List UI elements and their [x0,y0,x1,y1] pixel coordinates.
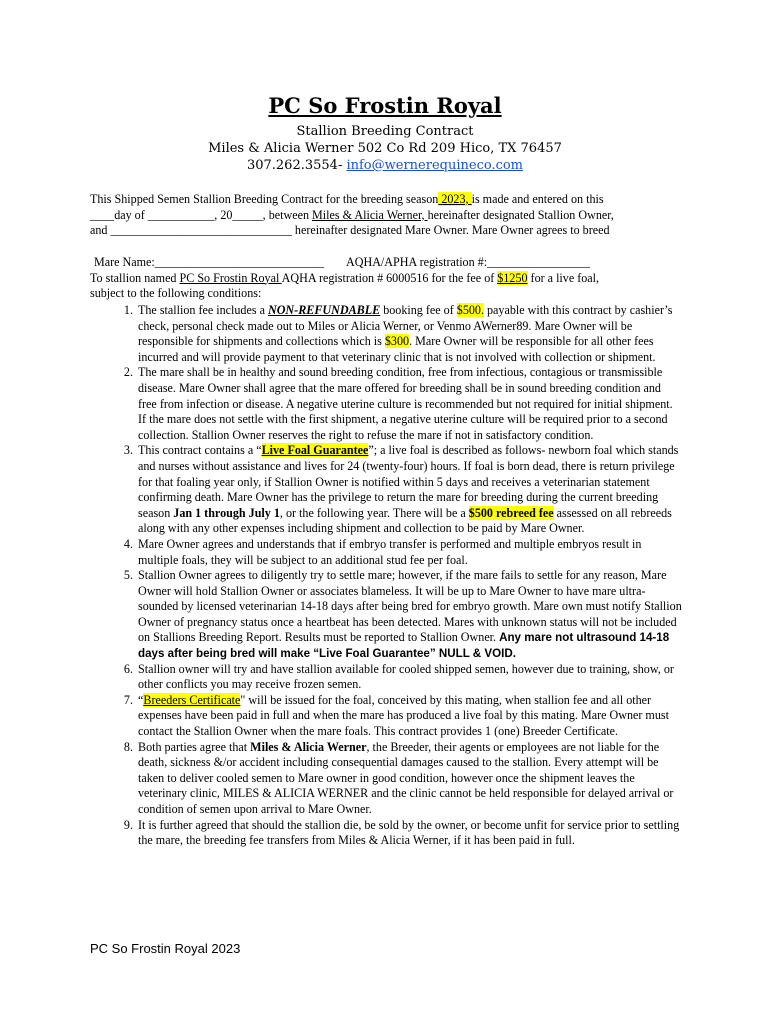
condition-item: 3. This contract contains a “Live Foal Guarantee”; a live foal is described as follows- newborn foal which stands and nurses without assistance and lives for 24 (twenty-four) hours. If foal is born dead, there is return privilege for that foaling year only, if Stallion Owner is notified within 5 days and receives a veterinarian statement confirming death. Mare Owner has the privilege to return the mare for breeding during the current breeding season Jan 1 through July 1, or the following year. There will be a $500 rebreed fee assessed on all rebreeds along with any other expenses including shipment and collection to be paid by Mare Owner. [136,443,682,537]
condition-item: 1. The stallion fee includes a NON-REFUNDABLE booking fee of $500. payable with this contract by cashier’s check, personal check made out to Miles or Alicia Werner, or Venmo AWerner89. Mare Owner will be responsible for shipments and collections which is $300. Mare Owner will be responsible for all other fees incurred and will provide payment to that veterinary clinic that is not involved with collection or shipment. [136,303,682,365]
live-foal-guarantee: Live Foal Guarantee [261,443,369,458]
contract-subtitle: Stallion Breeding Contract [296,124,474,139]
email-link[interactable]: info@wernerequineco.com [346,158,524,173]
breeding-season: 2023, [438,192,472,206]
mare-text: for a live foal, [527,270,600,285]
document-title: PC So Frostin Royal [268,93,502,118]
contact-line [0,158,770,173]
rebreed-fee: $500 rebreed fee [468,505,554,520]
breeding-season-dates: Jan 1 through July 1 [173,505,280,520]
stallion-name: PC So Frostin Royal [179,270,282,285]
mare-text: AQHA registration # 6000516 for the fee of [281,270,498,285]
booking-fee: $500. [456,303,484,317]
condition-item: 4. Mare Owner agrees and understands that if embryo transfer is performed and multiple embryos result in multiple foals, they will be subject to an additional stud fee per foal. [136,537,682,568]
intro-text: hereinafter designated Stallion Owner, [427,207,614,222]
page-footer: PC So Frostin Royal 2023 [90,941,241,956]
mare-text: To stallion named [90,270,180,285]
condition-item: 8. Both parties agree that Miles & Alicia Werner, the Breeder, their agents or employees are not liable for the death, sickness &/or accident including consequential damages caused to the stallion. Every attempt will be taken to deliver cooled semen to Mare owner in good condition, however once the shipment leaves the veterinary clinic, MILES & ALICIA WERNER and the clinic cannot be held responsible for delayed arrival or condition of semen upon arrival to Mare Owner. [136,740,682,818]
stallion-owner-name: Miles & Alicia Werner, [312,207,428,222]
shipment-fee: $300 [384,334,410,349]
conditions-lead: subject to the following conditions: [90,286,262,301]
ultrasound-warning: Any mare not ultrasound 14-18 days after being bred will make “Live Foal Guarantee” NULL & VOID. [138,631,670,661]
mare-name-field: Mare Name:____________________________ [94,255,325,269]
owner-address: Miles & Alicia Werner 502 Co Rd 209 Hico, TX 76457 [208,141,562,156]
non-refundable-text: NON-REFUNDABLE [267,303,381,317]
registration-field: AQHA/APHA registration #:_________________ [346,255,590,269]
mare-owner-line: and ______________________________ hereinafter designated Mare Owner. Mare Owner agrees to breed [90,223,610,238]
phone-number: 307.262.3554- [246,158,347,173]
breeders-certificate: Breeders Certificate [143,692,241,707]
intro-text: This Shipped Semen Stallion Breeding Contract for the breeding season [90,192,439,206]
intro-text: is made and entered on this [471,192,604,206]
condition-item: 2. The mare shall be in healthy and sound breeding condition, free from infectious, contagious or transmissible disease. Mare Owner shall agree that the mare offered for breeding shall be in sound breeding condition and free from infection or disease. A negative uterine culture is recommended but not required for initial shipment. If the mare does not settle with the first shipment, a negative uterine culture will be required prior to a second collection. Stallion Owner reserves the right to refuse the mare if not in satisfactory condition. [136,365,682,443]
intro-date-blanks: ____day of ___________, 20_____, between [90,207,313,222]
stud-fee: $1250 [497,270,528,285]
condition-item: 5. Stallion Owner agrees to diligently try to settle mare; however, if the mare fails to settle for any reason, Mare Owner will hold Stallion Owner or associates blameless. It will be up to Mare Owner to have mare ultra-sounded by licensed veterinarian 14-18 days after being bred for embryo growth. Mare own must notify Stallion Owner of pregnancy status once a heartbeat has been detected. Mares with unknown status will not be included on Stallions Breeding Report. Results must be reported to Stallion Owner. Any mare not ultrasound 14-18 days after being bred will make “Live Foal Guarantee” NULL & VOID. [136,568,682,662]
condition-item: 7. “Breeders Certificate" will be issued for the foal, conceived by this mating, when stallion fee and all other expenses have been paid in full and when the mare has produced a live foal by this mating. Mare Owner must contact the Stallion Owner when the mare foals. This contract provides 1 (one) Breeder Certificate. [136,693,682,740]
intro-paragraph [90,192,680,239]
conditions-list [90,303,682,849]
condition-item: 9. It is further agreed that should the stallion die, be sold by the owner, or become unfit for service prior to settling the mare, the breeding fee transfers from Miles & Alicia Werner, if it has been paid in full. [136,818,682,849]
mare-paragraph [90,255,680,302]
condition-item: 6. Stallion owner will try and have stallion available for cooled shipped semen, however due to training, show, or other conflicts you may receive frozen semen. [136,662,682,693]
breeder-name: Miles & Alicia Werner [250,739,367,754]
